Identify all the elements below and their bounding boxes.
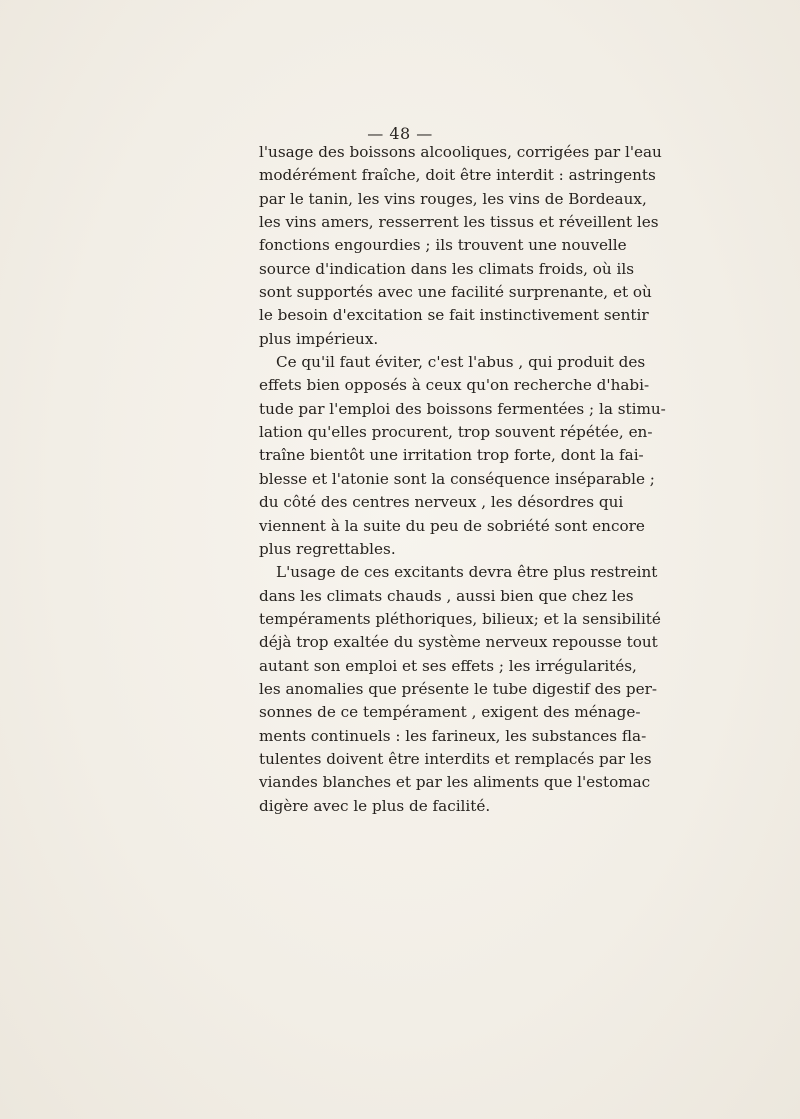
- text-line: source d'indication dans les climats froids, où ils: [259, 259, 635, 278]
- text-line: viennent à la suite du peu de sobriété sont encore: [259, 516, 645, 535]
- text-line: Ce qu'il faut éviter, c'est l'abus , qui produit des: [276, 353, 646, 372]
- text-line: tude par l'emploi des boissons fermentées ; la stimu-: [259, 399, 666, 418]
- paragraph-3: [259, 561, 661, 818]
- text-line: traîne bientôt une irritation trop forte, dont la fai-: [259, 446, 644, 465]
- text-line: dans les climats chauds , aussi bien que chez les: [259, 586, 634, 605]
- text-line: par le tanin, les vins rouges, les vins de Bordeaux,: [259, 189, 647, 208]
- text-line: ments continuels : les farineux, les substances fla-: [259, 726, 647, 745]
- text-line: le besoin d'excitation se fait instinctivement sentir: [259, 306, 649, 325]
- text-line: tulentes doivent être interdits et remplacés par les: [259, 749, 652, 768]
- text-line: plus impérieux.: [259, 329, 379, 348]
- body-text: [259, 141, 666, 818]
- text-line: du côté des centres nerveux , les désordres qui: [259, 493, 624, 512]
- text-line: L'usage de ces excitants devra être plus restreint: [276, 563, 658, 582]
- text-line: modérément fraîche, doit être interdit : astringents: [259, 166, 656, 185]
- text-line: les vins amers, resserrent les tissus et réveillent les: [259, 213, 659, 232]
- text-line: blesse et l'atonie sont la conséquence inséparable ;: [259, 469, 655, 488]
- page-number: — 48 —: [367, 124, 433, 143]
- paragraph-1: [259, 141, 662, 351]
- text-line: digère avec le plus de facilité.: [259, 796, 491, 815]
- text-line: lation qu'elles procurent, trop souvent répétée, en-: [259, 423, 653, 442]
- text-line: effets bien opposés à ceux qu'on recherche d'habi-: [259, 376, 650, 395]
- text-line: viandes blanches et par les aliments que l'estomac: [259, 773, 651, 792]
- paragraph-2: [259, 351, 666, 561]
- text-line: tempéraments pléthoriques, bilieux; et la sensibilité: [259, 609, 661, 628]
- text-line: déjà trop exaltée du système nerveux repousse tout: [259, 633, 658, 652]
- text-line: fonctions engourdies ; ils trouvent une nouvelle: [259, 236, 627, 255]
- text-line: les anomalies que présente le tube digestif des per-: [259, 679, 658, 698]
- text-line: sont supportés avec une facilité surprenante, et où: [259, 283, 652, 302]
- text-line: sonnes de ce tempérament , exigent des ménage-: [259, 703, 641, 722]
- text-line: l'usage des boissons alcooliques, corrigées par l'eau: [259, 143, 662, 161]
- text-line: plus regrettables.: [259, 539, 396, 558]
- text-line: autant son emploi et ses effets ; les irrégularités,: [259, 656, 637, 675]
